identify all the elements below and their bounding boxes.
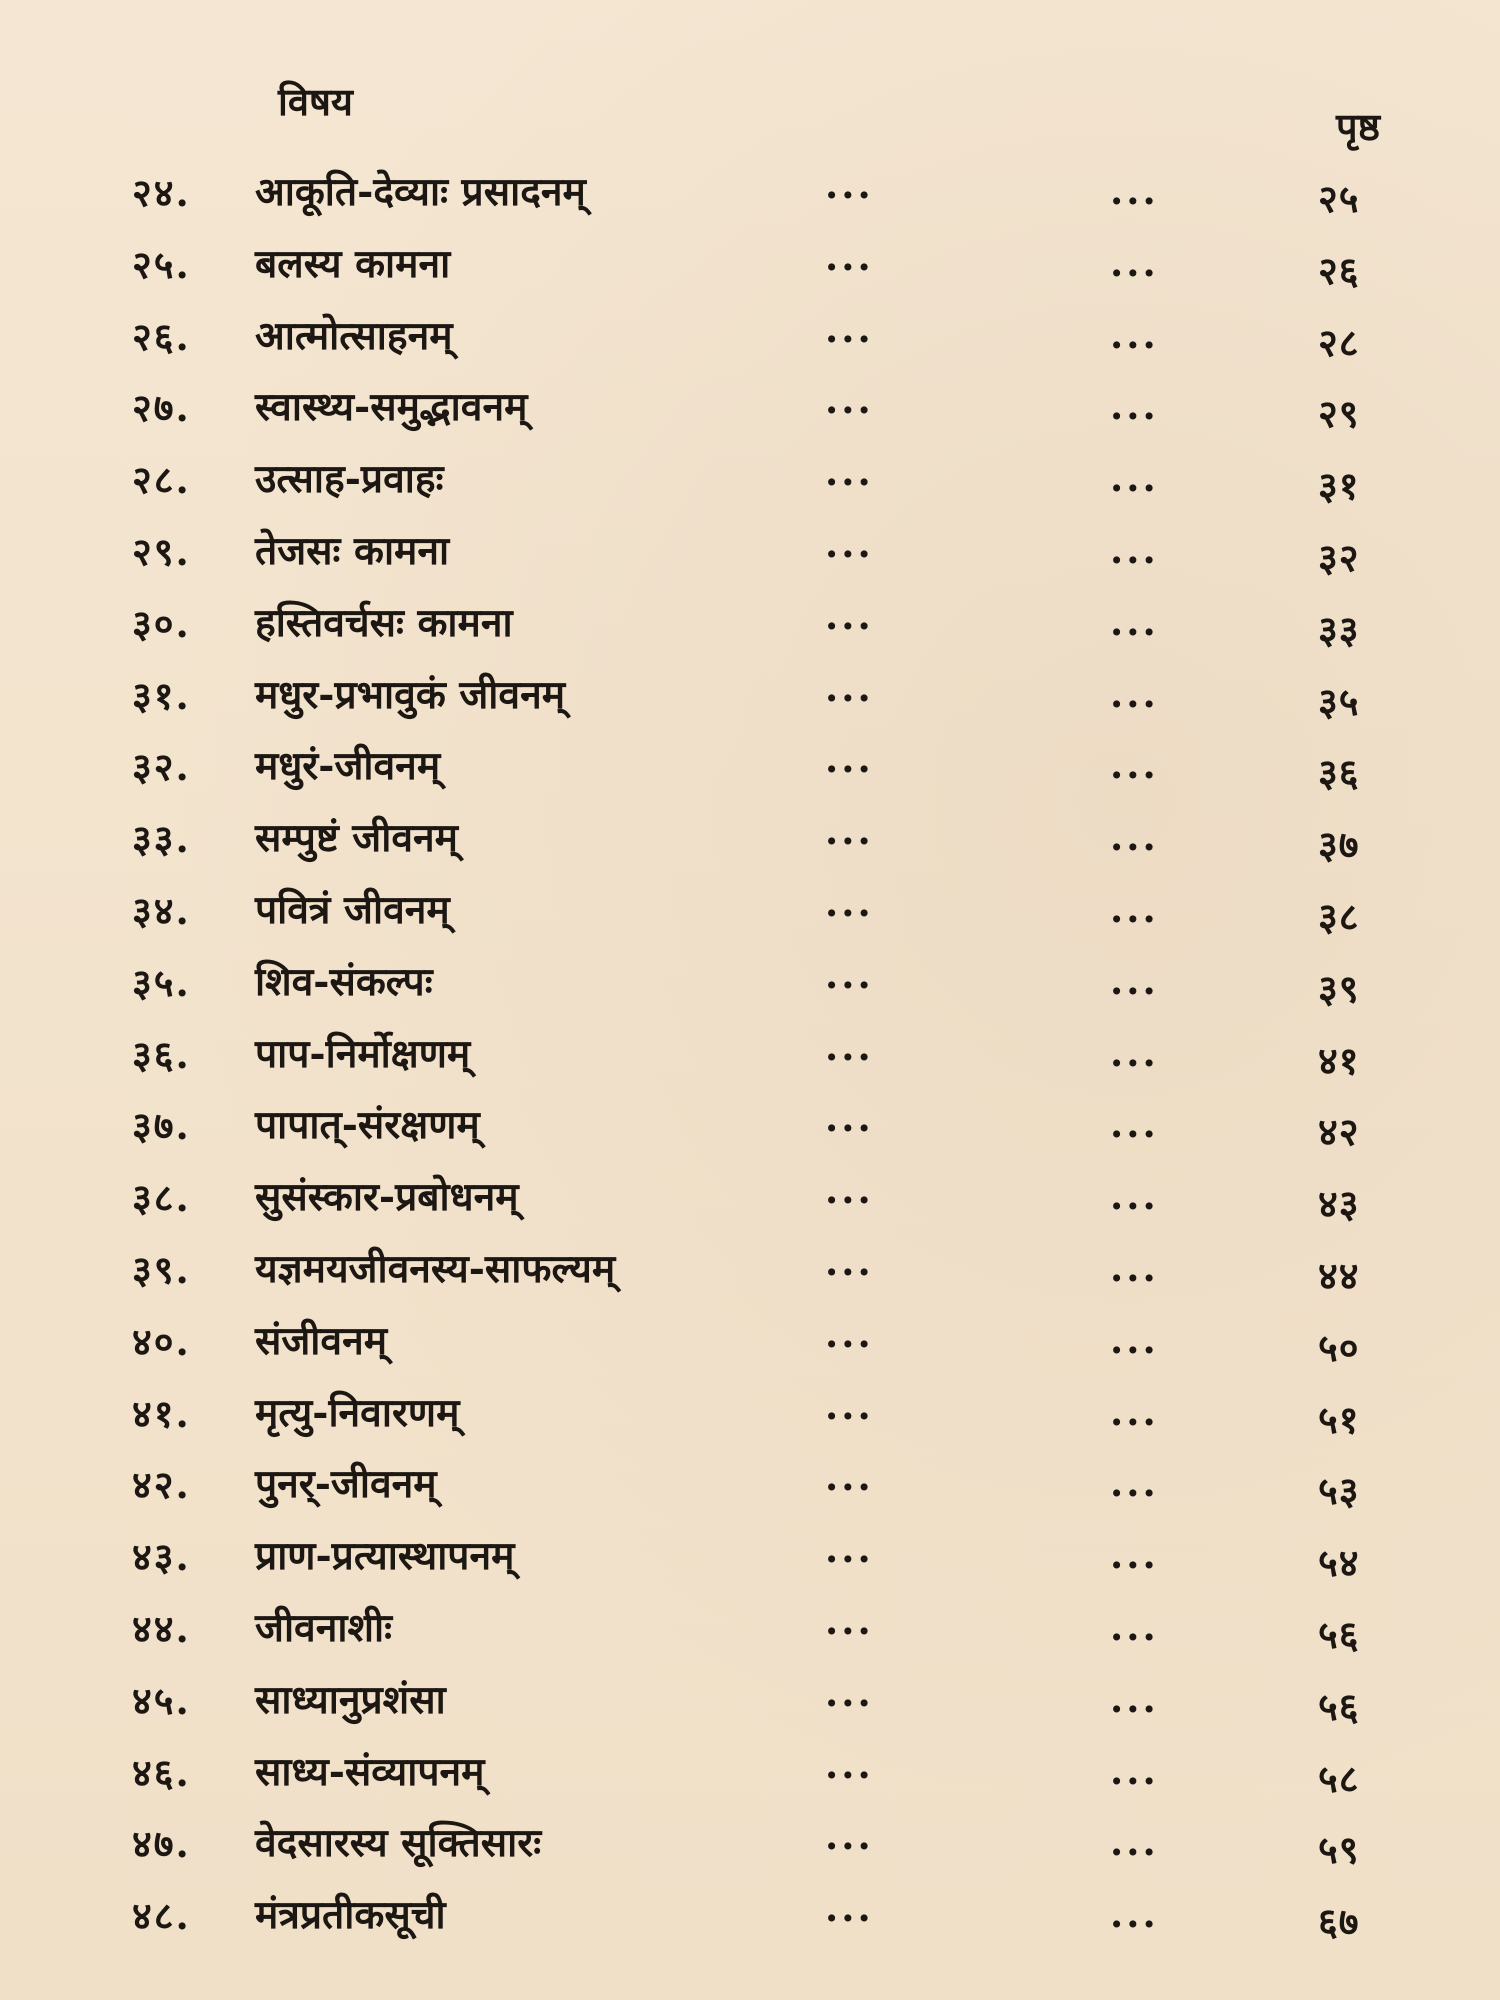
- entry-number: ३४.: [132, 887, 191, 933]
- entry-title: स्वास्थ्य-समुद्भावनम्: [255, 384, 528, 431]
- leader-dots: ...: [825, 1526, 874, 1572]
- toc-entry: [0, 948, 1500, 1020]
- entry-page-number: ४१: [1318, 1037, 1360, 1083]
- entry-number: २४.: [132, 170, 191, 215]
- leader-dots: ...: [1110, 311, 1159, 357]
- toc-entry: [0, 517, 1500, 589]
- leader-dots: ...: [1110, 168, 1159, 213]
- entry-number: २५.: [132, 241, 191, 287]
- leader-dots: ...: [1110, 1316, 1159, 1362]
- leader-dots: ...: [825, 1023, 874, 1069]
- leader-dots: ...: [1110, 1460, 1159, 1506]
- toc-entry: [0, 1738, 1500, 1810]
- entry-number: ४२.: [132, 1462, 191, 1508]
- entry-page-number: ३२: [1318, 534, 1360, 580]
- leader-dots: ...: [1110, 598, 1159, 644]
- leader-dots: ...: [825, 449, 874, 495]
- entry-number: ३८.: [132, 1175, 191, 1221]
- entry-page-number: ५४: [1318, 1540, 1360, 1586]
- leader-dots: ...: [1110, 1388, 1159, 1434]
- entry-page-number: ५९: [1318, 1827, 1360, 1873]
- toc-entry: [0, 445, 1500, 517]
- leader-dots: ...: [825, 1310, 874, 1356]
- entry-title: मंत्रप्रतीकसूची: [255, 1892, 446, 1939]
- entry-number: ३२.: [132, 744, 191, 790]
- entry-page-number: ३१: [1318, 463, 1360, 509]
- toc-entry: [0, 1666, 1500, 1738]
- leader-dots: ...: [1110, 1747, 1159, 1793]
- leader-dots: ...: [1110, 1675, 1159, 1721]
- entry-number: २८.: [132, 457, 191, 503]
- entry-title: मृत्यु-निवारणम्: [255, 1389, 460, 1436]
- entry-page-number: ३५: [1318, 678, 1360, 724]
- leader-dots: ...: [1110, 957, 1159, 1003]
- leader-dots: ...: [825, 879, 874, 925]
- entry-title: साध्य-संव्यापनम्: [255, 1748, 485, 1795]
- entry-page-number: २५: [1318, 176, 1360, 221]
- entry-number: २६.: [132, 313, 191, 359]
- entry-page-number: ३८: [1318, 893, 1360, 939]
- toc-entry: [0, 1522, 1500, 1594]
- leader-dots: ...: [1110, 1029, 1159, 1075]
- entry-page-number: ५६: [1318, 1683, 1360, 1729]
- entry-number: ४५.: [132, 1677, 191, 1723]
- leader-dots: ...: [825, 1238, 874, 1284]
- leader-dots: ...: [825, 520, 874, 566]
- toc-entry: [0, 589, 1500, 661]
- entry-page-number: २९: [1318, 391, 1360, 437]
- leader-dots: ...: [1110, 1603, 1159, 1649]
- entry-page-number: ५३: [1318, 1468, 1360, 1514]
- subject-column-heading: विषय: [278, 79, 353, 124]
- entry-number: ३५.: [132, 959, 191, 1005]
- entry-title: वेदसारस्य सूक्तिसारः: [255, 1820, 542, 1867]
- leader-dots: ...: [1110, 383, 1159, 429]
- entry-title: आत्मोत्साहनम्: [255, 312, 453, 359]
- leader-dots: ...: [825, 1885, 874, 1931]
- entry-page-number: ३३: [1318, 606, 1360, 652]
- leader-dots: ...: [1110, 670, 1159, 716]
- entry-title: पापात्-संरक्षणम्: [255, 1102, 480, 1149]
- entry-number: ३९.: [132, 1246, 191, 1292]
- toc-entry: [0, 1379, 1500, 1451]
- toc-entry: [0, 302, 1500, 374]
- toc-entry: [0, 1235, 1500, 1307]
- toc-entry: [0, 1307, 1500, 1379]
- entry-title: पुनर्-जीवनम्: [255, 1461, 437, 1508]
- leader-dots: ...: [825, 377, 874, 423]
- toc-entry: [0, 1091, 1500, 1163]
- entry-page-number: २८: [1318, 319, 1360, 365]
- toc-entry: [0, 732, 1500, 804]
- entry-number: ४३.: [132, 1534, 191, 1580]
- entry-page-number: ४३: [1318, 1181, 1360, 1227]
- entry-number: ३६.: [132, 1031, 191, 1077]
- toc-entry: [0, 1020, 1500, 1092]
- entry-number: ४०.: [132, 1318, 191, 1364]
- entry-page-number: ३९: [1318, 965, 1360, 1011]
- entry-title: सुसंस्कार-प्रबोधनम्: [255, 1174, 519, 1221]
- entry-page-number: ५६: [1318, 1611, 1360, 1657]
- entry-page-number: ६७: [1318, 1899, 1360, 1945]
- leader-dots: ...: [1110, 742, 1159, 788]
- leader-dots: ...: [825, 664, 874, 710]
- leader-dots: ...: [1110, 1891, 1159, 1937]
- leader-dots: ...: [1110, 239, 1159, 285]
- entry-title: आकूति-देव्याः प्रसादनम्: [255, 169, 586, 215]
- leader-dots: ...: [825, 736, 874, 782]
- entry-title: तेजसः कामना: [255, 527, 450, 574]
- entry-title: संजीवनम्: [255, 1317, 388, 1364]
- leader-dots: ...: [825, 808, 874, 854]
- leader-dots: ...: [1110, 1101, 1159, 1147]
- entry-title: प्राण-प्रत्यास्थापनम्: [255, 1533, 515, 1580]
- entry-page-number: ४४: [1318, 1252, 1360, 1298]
- entry-title: सम्पुष्टं जीवनम्: [255, 815, 459, 862]
- entry-number: ४८.: [132, 1893, 191, 1939]
- toc-entry: [0, 373, 1500, 445]
- entry-title: जीवनाशीः: [255, 1604, 392, 1651]
- entry-title: मधुर-प्रभावुकं जीवनम्: [255, 671, 566, 718]
- entry-page-number: २६: [1318, 247, 1360, 293]
- entry-page-number: ४२: [1318, 1109, 1360, 1155]
- entry-title: पाप-निर्मोक्षणम्: [255, 1030, 471, 1077]
- leader-dots: ...: [825, 1095, 874, 1141]
- leader-dots: ...: [1110, 1819, 1159, 1865]
- entry-number: २७.: [132, 385, 191, 431]
- entry-title: यज्ञमयजीवनस्य-साफल्यम्: [255, 1245, 616, 1292]
- entry-number: ४६.: [132, 1749, 191, 1795]
- leader-dots: ...: [825, 1741, 874, 1787]
- entry-title: मधुरं-जीवनम्: [255, 743, 441, 790]
- page-column-heading: पृष्ठ: [1336, 104, 1380, 149]
- leader-dots: ...: [825, 1382, 874, 1428]
- leader-dots: ...: [1110, 1173, 1159, 1219]
- entry-title: पवित्रं जीवनम्: [255, 886, 450, 933]
- leader-dots: ...: [825, 305, 874, 351]
- leader-dots: ...: [825, 592, 874, 638]
- table-of-contents: [0, 158, 1500, 1953]
- entry-number: ३७.: [132, 1103, 191, 1149]
- entry-number: ४७.: [132, 1821, 191, 1867]
- toc-entry: [0, 661, 1500, 733]
- toc-entry: [0, 158, 1500, 230]
- leader-dots: ...: [1110, 455, 1159, 501]
- entry-number: ३१.: [132, 672, 191, 718]
- leader-dots: ...: [825, 1669, 874, 1715]
- toc-entry: [0, 1594, 1500, 1666]
- entry-page-number: ५०: [1318, 1324, 1360, 1370]
- toc-entry: [0, 876, 1500, 948]
- toc-entry: [0, 230, 1500, 302]
- entry-number: ३३.: [132, 816, 191, 862]
- leader-dots: ...: [1110, 885, 1159, 931]
- entry-title: शिव-संकल्पः: [255, 958, 433, 1005]
- entry-title: बलस्य कामना: [255, 240, 451, 287]
- toc-entry: [0, 804, 1500, 876]
- toc-entry: [0, 1163, 1500, 1235]
- leader-dots: ...: [825, 1454, 874, 1500]
- entry-number: ४१.: [132, 1390, 191, 1436]
- leader-dots: ...: [1110, 526, 1159, 572]
- leader-dots: ...: [825, 233, 874, 279]
- entry-title: उत्साह-प्रवाहः: [255, 456, 444, 503]
- leader-dots: ...: [1110, 1244, 1159, 1290]
- entry-page-number: ३६: [1318, 750, 1360, 796]
- leader-dots: ...: [1110, 814, 1159, 860]
- entry-page-number: ३७: [1318, 822, 1360, 868]
- toc-header: [0, 75, 1500, 149]
- leader-dots: ...: [825, 1597, 874, 1643]
- leader-dots: ...: [1110, 1532, 1159, 1578]
- entry-number: ४४.: [132, 1605, 191, 1651]
- entry-number: ३०.: [132, 600, 191, 646]
- entry-title: हस्तिवर्चसः कामना: [255, 599, 513, 646]
- toc-entry: [0, 1450, 1500, 1522]
- leader-dots: ...: [825, 1167, 874, 1213]
- toc-entry: [0, 1809, 1500, 1881]
- entry-page-number: ५८: [1318, 1755, 1360, 1801]
- entry-number: २९.: [132, 528, 191, 574]
- toc-entry: [0, 1881, 1500, 1953]
- leader-dots: ...: [825, 951, 874, 997]
- leader-dots: ...: [825, 1813, 874, 1859]
- entry-title: साध्यानुप्रशंसा: [255, 1676, 446, 1723]
- leader-dots: ...: [825, 162, 874, 207]
- entry-page-number: ५१: [1318, 1396, 1360, 1442]
